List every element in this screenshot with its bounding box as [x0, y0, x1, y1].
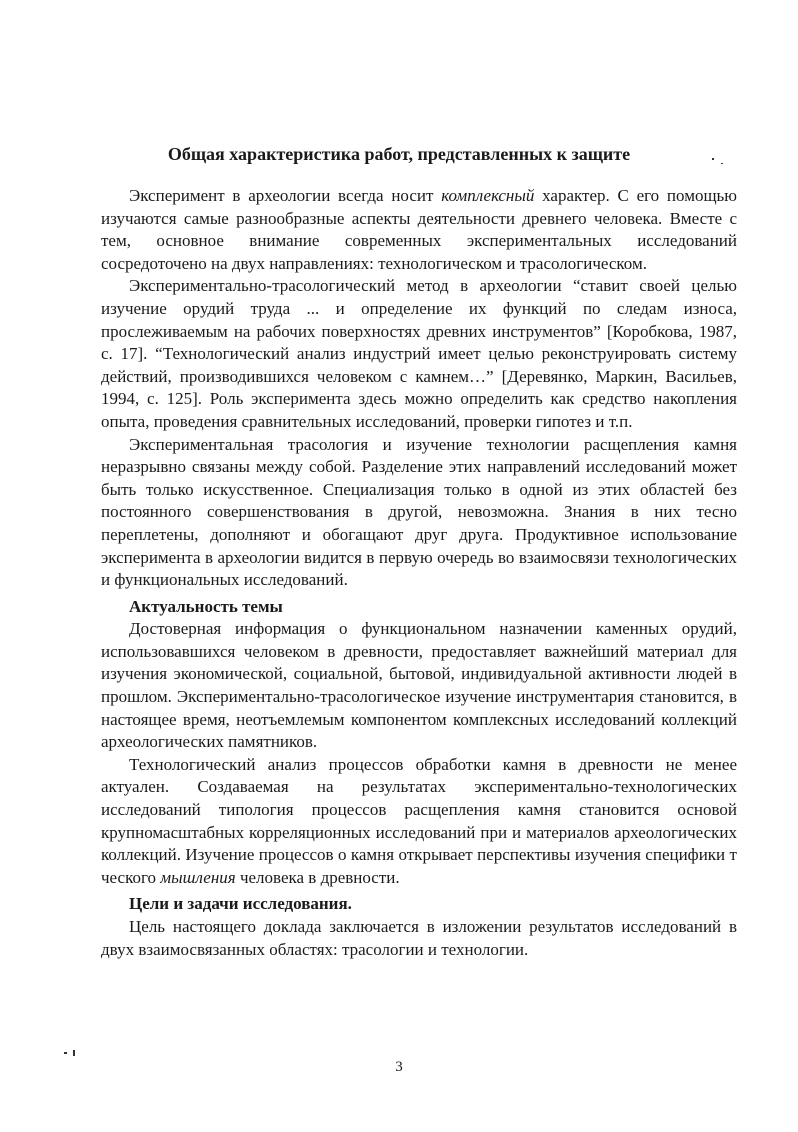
- section-heading-goals: Цели и задачи исследования.: [129, 894, 352, 914]
- paragraph-intro-1: Эксперимент в археологии всегда носит комплексный характер. С его помощью изучаются самые разнообразные аспекты деятельности древнего человека. Вместе с тем, основное внимание современных экспериментальных исследований сосредоточено на двух направлениях: технологическом и трасологическом.: [101, 186, 738, 273]
- scan-speck: [73, 1050, 75, 1056]
- paragraph-relevance-1: Достоверная информация о функциональном назначении каменных орудий, использовавшихся человеком в древности, предоставляет важнейший материал для изучения экономической, социальной, бытовой, индивидуальной активности людей в прошлом. Экспериментально-трасологическое изучение инструментария становится, в настоящее время, неотъемлемым компонентом комплексных исследований коллекций археологических памятников.: [101, 619, 737, 752]
- scan-speck: [721, 163, 723, 164]
- scan-speck: [64, 1052, 67, 1054]
- scan-speck: [712, 158, 714, 160]
- paragraph-relevance-2: Технологический анализ процессов обработки камня в древности не менее актуален. Создаваемая на результатах экспериментально-технологических исследований типология процессов расщепления камня становится основой крупномасштабных корреляционных исследований при и материалов археологических коллекций. Изучение процессов о камня открывает перспективы изучения специфики т ческого мышления человека в древности.: [101, 754, 737, 887]
- emphasis: мышления: [160, 867, 236, 887]
- paragraph-goals-1: Цель настоящего доклада заключается в изложении результатов исследований в двух взаимосвязанных областях: трасологии и технологии.: [101, 917, 737, 959]
- paragraph-intro-3: Экспериментальная трасология и изучение технологии расщепления камня неразрывно связаны между собой. Разделение этих направлений исследований может быть только искусственное. Специализация только в одной из этих областей без постоянного совершенствования в другой, невозможна. Знания в них тесно переплетены, дополняют и обогащают друг друга. Продуктивное использование эксперимента в археологии видится в первую очередь во взаимосвязи технологических и функциональных исследований.: [101, 434, 737, 590]
- page-title: Общая характеристика работ, представленных к защите: [167, 144, 631, 164]
- section-heading-relevance: Актуальность темы: [129, 596, 283, 616]
- emphasis: комплексный: [441, 186, 535, 205]
- paragraph-intro-2: Экспериментально-трасологический метод в археологии “ставит своей целью изучение орудий труда ... и определение их функций по следам износа, прослеживаемым на рабочих поверхностях древних инструментов” [Коробкова, 1987, с. 17]. “Технологический анализ индустрий имеет целью реконструировать систему действий, производившихся человеком с камнем…” [Деревянко, Маркин, Васильев, 1994, с. 125]. Роль эксперимента здесь можно определить как средство накопления опыта, проведения сравнительных исследований, проверки гипотез и т.п.: [101, 276, 737, 431]
- document-body: [101, 185, 737, 961]
- page-number: 3: [395, 1059, 403, 1075]
